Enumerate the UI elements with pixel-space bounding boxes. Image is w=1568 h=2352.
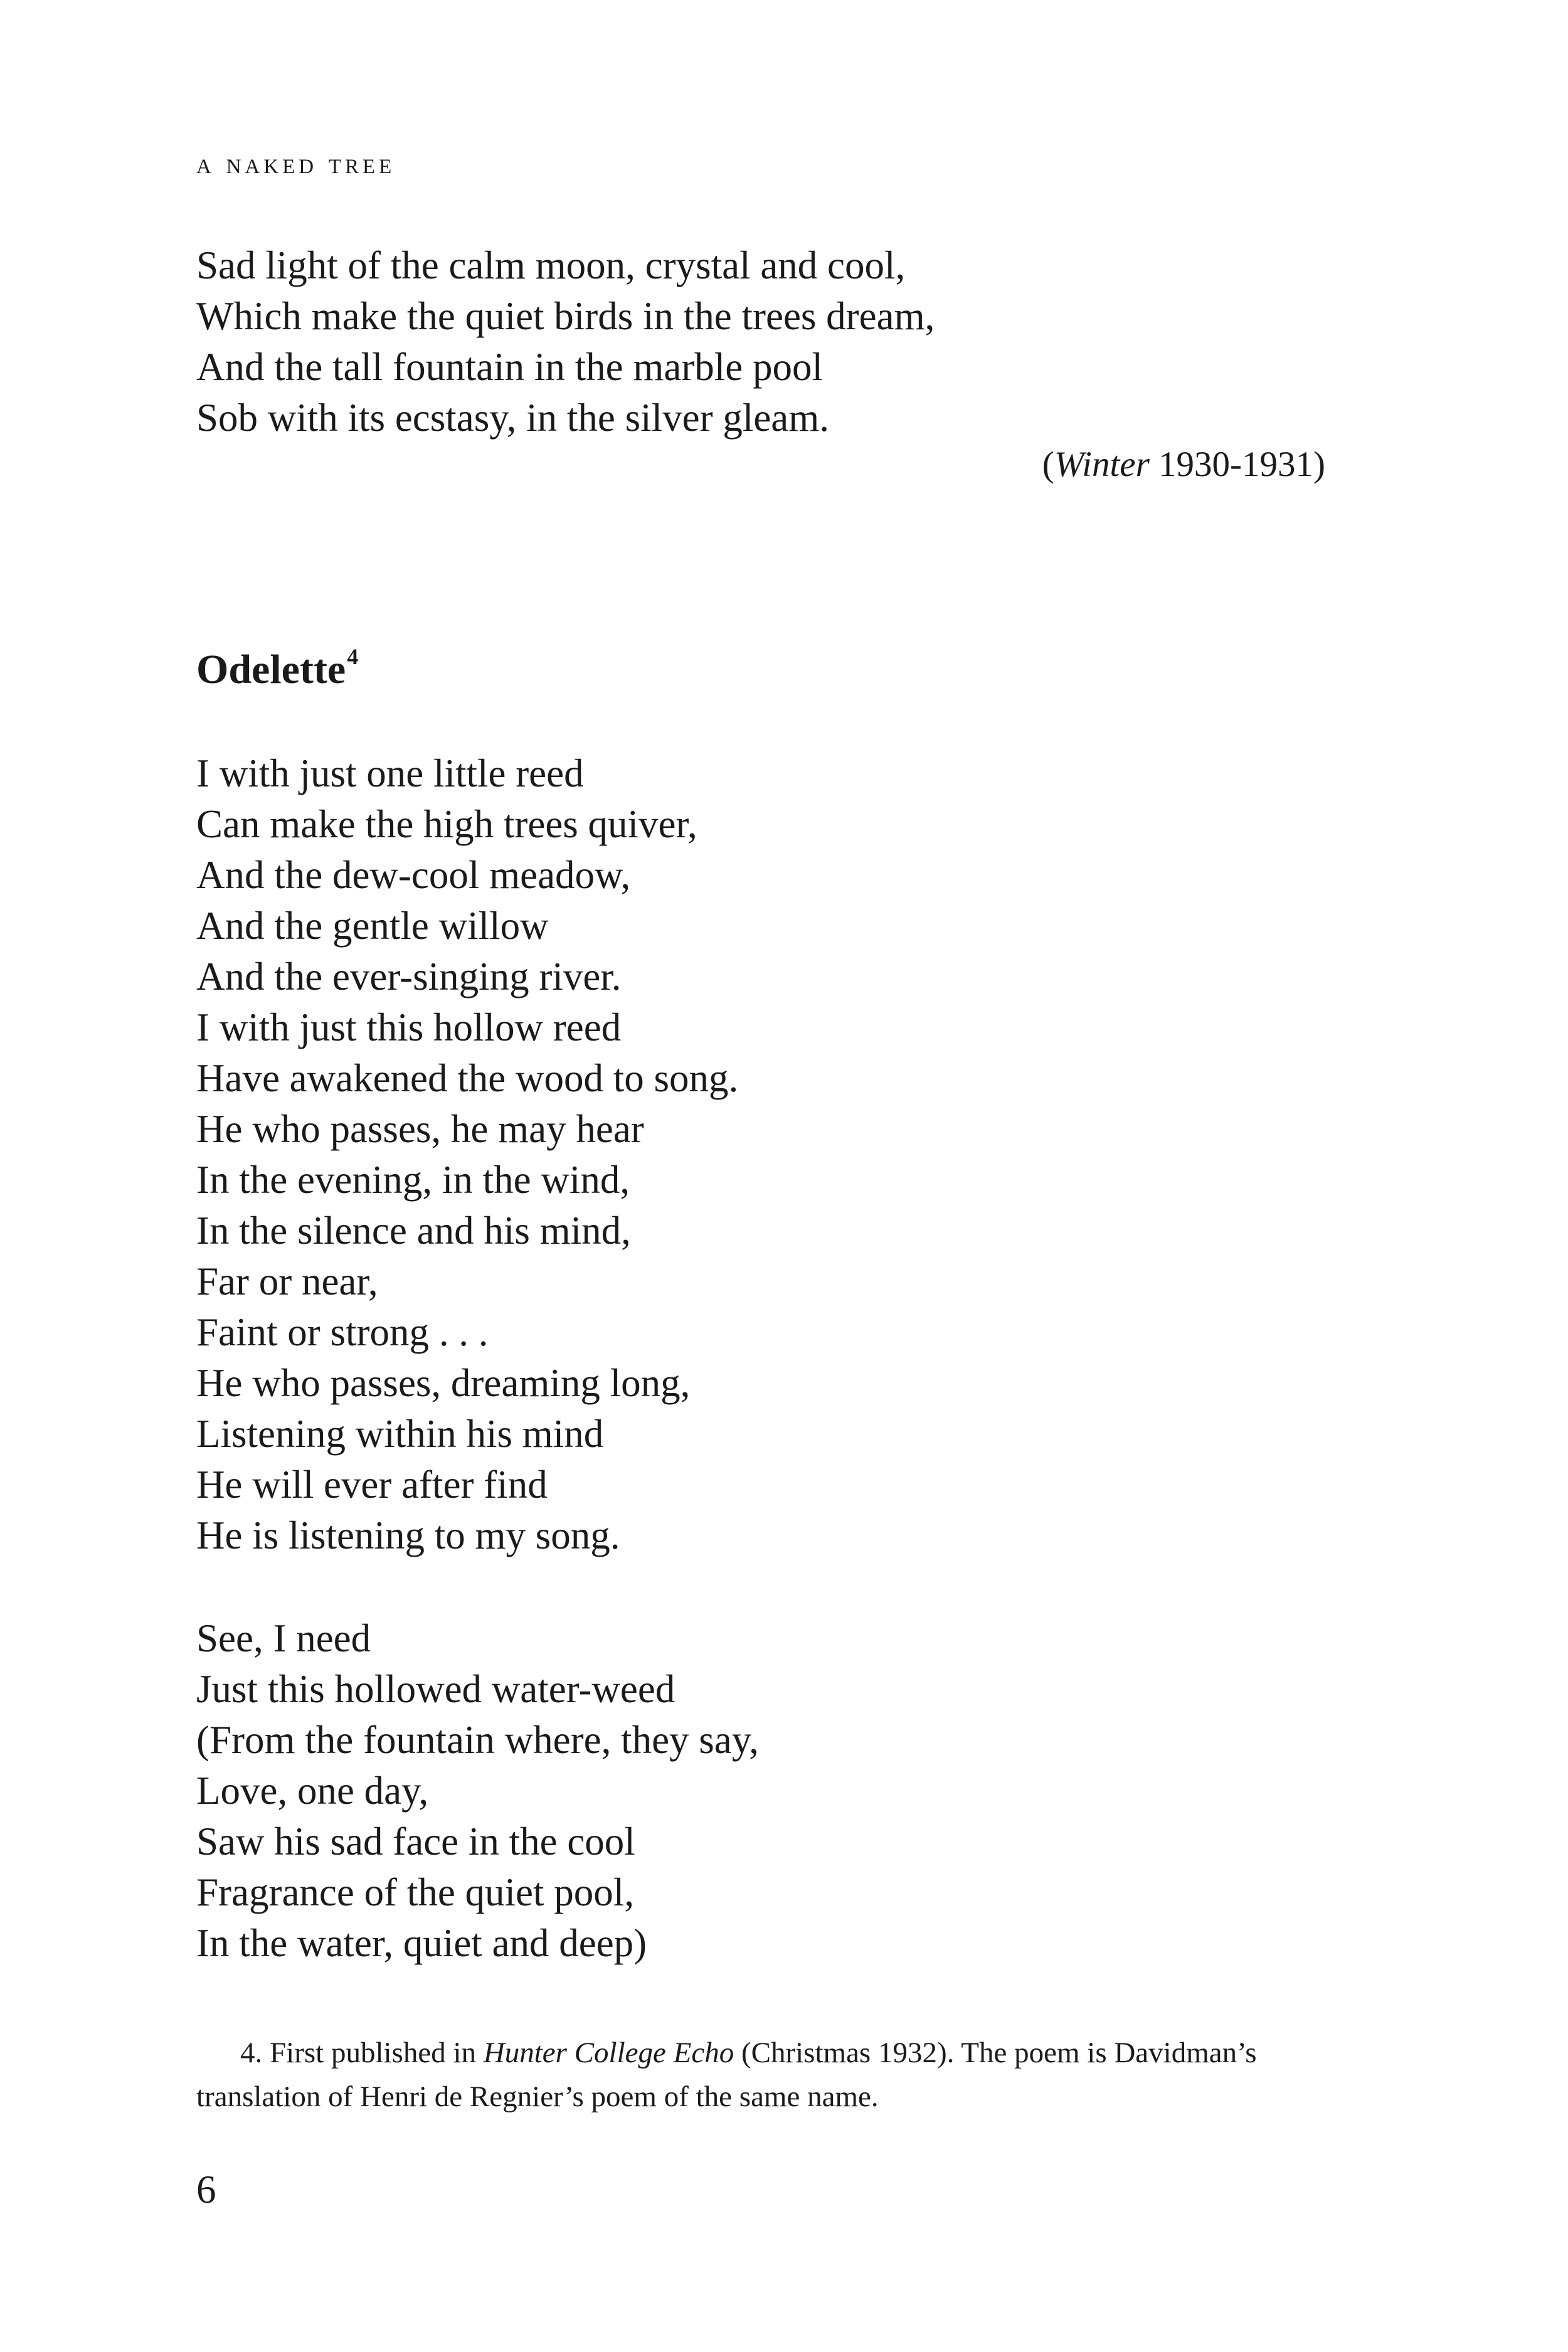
- running-head: a naked tree: [196, 147, 396, 180]
- poem-line: Can make the high trees quiver,: [196, 802, 697, 846]
- footnote-publication: Hunter College Echo: [483, 2037, 734, 2069]
- poem-line: See, I need: [196, 1616, 371, 1660]
- poem-line: Have awakened the wood to song.: [196, 1056, 739, 1100]
- footnote-prefix: 4. First published in: [240, 2037, 484, 2069]
- poem-line: Just this hollowed water-weed: [196, 1667, 675, 1711]
- poem-line: And the tall fountain in the marble pool: [196, 345, 824, 389]
- poem-line: Far or near,: [196, 1259, 378, 1303]
- stanza-1: [196, 240, 935, 443]
- footnote: [196, 2031, 1332, 2119]
- poem-title-text: Odelette: [196, 647, 346, 692]
- poem-line: And the gentle willow: [196, 904, 549, 948]
- poem-line: Sob with its ecstasy, in the silver gleam.: [196, 396, 830, 440]
- poem-line: Saw his sad face in the cool: [196, 1820, 635, 1863]
- stanza-2: [196, 748, 738, 1561]
- date-note: [1042, 447, 1325, 482]
- poem-line: Sad light of the calm moon, crystal and cool,: [196, 243, 906, 287]
- page-number: 6: [196, 2168, 216, 2212]
- poem-line: I with just one little reed: [196, 751, 584, 795]
- poem-line: He who passes, he may hear: [196, 1107, 644, 1151]
- footnote-line-1: [196, 2031, 1332, 2075]
- date-note-open-paren: (: [1042, 445, 1054, 484]
- stanza-3: [196, 1613, 759, 1969]
- poem-line: Faint or strong . . .: [196, 1310, 489, 1354]
- footnote-rest: (Christmas 1932). The poem is Davidman’s: [734, 2037, 1257, 2069]
- poem-line: He who passes, dreaming long,: [196, 1361, 691, 1405]
- date-note-years: 1930-1931): [1149, 445, 1325, 484]
- poem-line: Fragrance of the quiet pool,: [196, 1870, 635, 1914]
- poem-line: And the ever-singing river.: [196, 955, 622, 999]
- footnote-marker: 4: [347, 644, 359, 669]
- poem-line: Which make the quiet birds in the trees dream,: [196, 294, 935, 338]
- poem-line: He will ever after find: [196, 1463, 548, 1507]
- date-note-season: Winter: [1054, 445, 1150, 484]
- poem-line: In the silence and his mind,: [196, 1209, 631, 1253]
- poem-line: I with just this hollow reed: [196, 1005, 622, 1049]
- poem-line: He is listening to my song.: [196, 1513, 620, 1557]
- poem-line: In the water, quiet and deep): [196, 1921, 647, 1965]
- poem-line: And the dew-cool meadow,: [196, 853, 631, 897]
- poem-line: Love, one day,: [196, 1769, 429, 1813]
- poem-line: In the evening, in the wind,: [196, 1158, 630, 1202]
- poem-line: Listening within his mind: [196, 1412, 604, 1456]
- poem-title: [196, 644, 359, 692]
- footnote-line-2: translation of Henri de Regnier’s poem of the same name.: [196, 2080, 879, 2113]
- poem-line: (From the fountain where, they say,: [196, 1718, 759, 1762]
